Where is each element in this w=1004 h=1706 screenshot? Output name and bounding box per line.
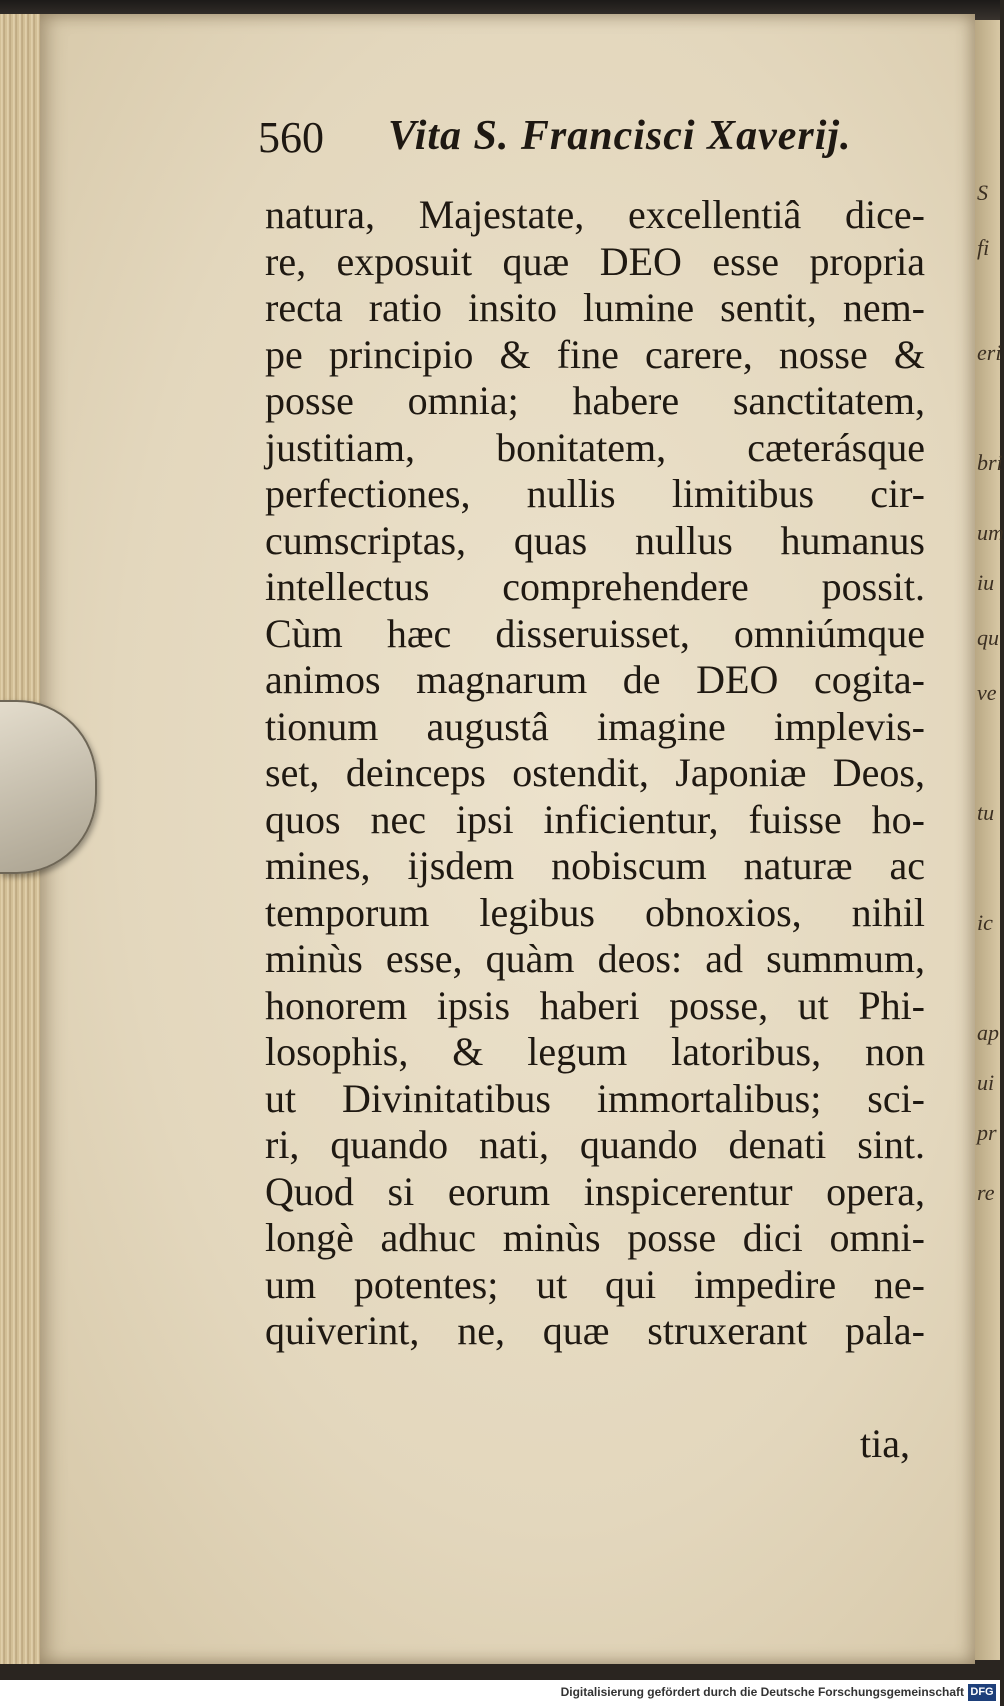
text-line: quos nec ipsi inficientur, fuisse ho- [265, 796, 925, 842]
text-line: ri, quando nati, quando denati sint. [265, 1122, 925, 1167]
text-line: honorem ipsis haberi posse, ut Phi- [265, 982, 925, 1028]
facing-fragment: pr [977, 1120, 997, 1145]
facing-fragment: ve [977, 680, 997, 705]
catchword: tia, [860, 1421, 910, 1466]
page-number: 560 [258, 113, 324, 162]
facing-fragment: tu [977, 800, 995, 825]
text-line: set, deinceps ostendit, Japoniæ Deos, [265, 750, 925, 795]
facing-fragment: um [977, 520, 1004, 545]
text-line: Cùm hæc disseruisset, omniúmque [265, 610, 925, 656]
facing-fragment: re [977, 1180, 995, 1205]
facing-fragment: fi [977, 235, 990, 260]
running-title: Vita S. Francisci Xaverij. [388, 113, 852, 159]
text-line: longè adhuc minùs posse dici omni- [265, 1215, 925, 1260]
text-line: um potentes; ut qui impedire ne- [265, 1261, 925, 1307]
text-line: Quod si eorum inspicerentur opera, [265, 1168, 925, 1214]
footer-credit: Digitalisierung gefördert durch die Deutsche Forschungsgemeinschaft [560, 1685, 964, 1699]
digitization-footer [0, 1680, 1000, 1706]
text-line: recta ratio insito lumine sentit, nem- [265, 285, 925, 330]
text-line: perfectiones, nullis limitibus cir- [265, 471, 925, 516]
text-line: animos magnarum de DEO cogita- [265, 657, 925, 702]
facing-fragment: S [977, 180, 988, 205]
text-line: losophis, & legum latoribus, non [265, 1029, 925, 1074]
text-line: justitiam, bonitatem, cæterásque [265, 424, 925, 470]
text-line: quiverint, ne, quæ struxerant pala- [265, 1308, 925, 1353]
text-line: tionum augustâ imagine implevis- [265, 703, 925, 749]
facing-fragment: bri [977, 450, 1003, 475]
facing-fragment: qu [977, 625, 999, 650]
facing-page-sliver [975, 20, 1004, 1660]
text-line: temporum legibus obnoxios, nihil [265, 889, 925, 935]
text-line: natura, Majestate, excellentiâ dice- [265, 192, 925, 237]
text-line: minùs esse, quàm deos: ad summum, [265, 936, 925, 981]
dfg-logo: DFG [968, 1684, 996, 1701]
text-line: ut Divinitatibus immortalibus; sci- [265, 1075, 925, 1121]
text-line: cumscriptas, quas nullus humanus [265, 517, 925, 563]
page-header [258, 112, 898, 172]
facing-fragment: ap [977, 1020, 999, 1045]
text-line: mines, ijsdem nobiscum naturæ ac [265, 843, 925, 888]
text-line: re, exposuit quæ DEO esse propria [265, 238, 925, 284]
facing-fragment: eri [977, 340, 1002, 365]
text-line: pe principio & fine carere, nosse & [265, 331, 925, 377]
body-text [265, 192, 925, 1355]
facing-fragment: ui [977, 1070, 995, 1095]
facing-fragment: ic [977, 910, 993, 935]
text-line: posse omnia; habere sanctitatem, [265, 378, 925, 423]
facing-fragment: iu [977, 570, 995, 595]
text-line: intellectus comprehendere possit. [265, 564, 925, 609]
